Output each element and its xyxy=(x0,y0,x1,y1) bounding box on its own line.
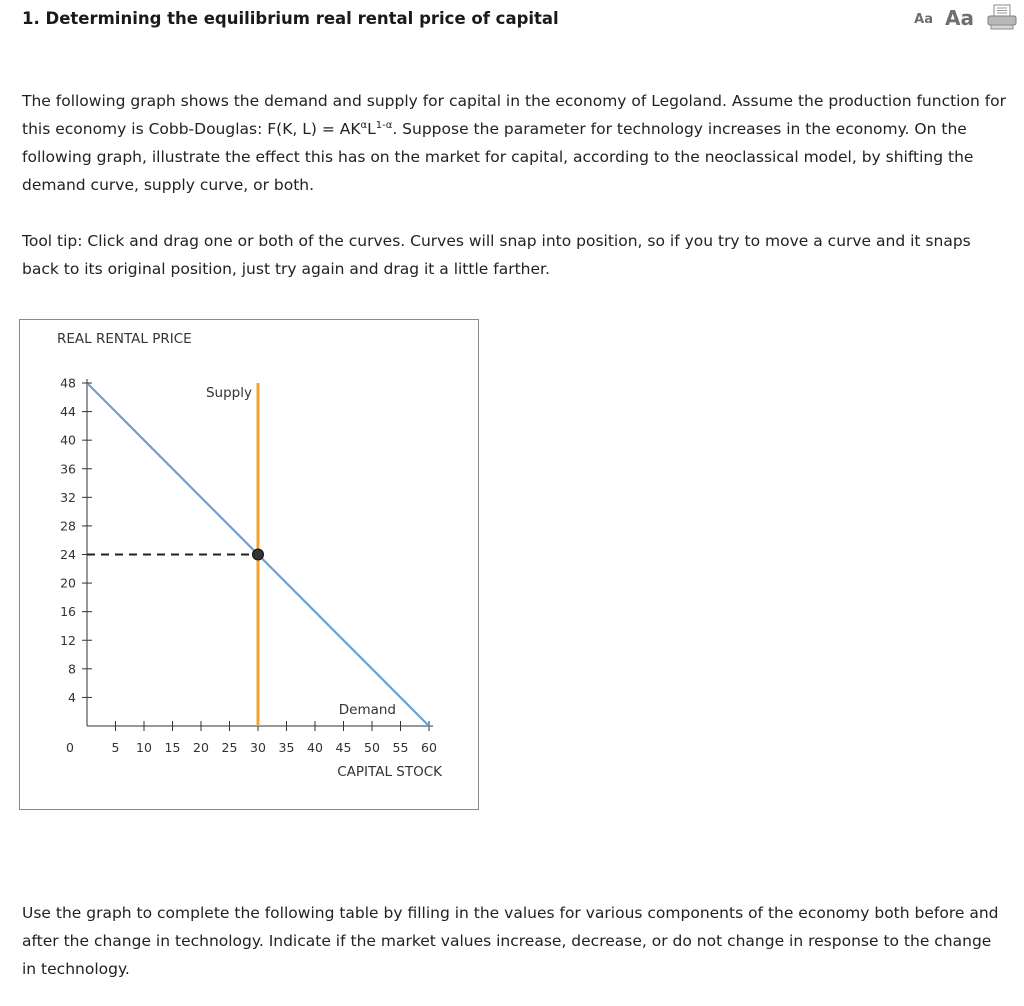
x-tick-label: 50 xyxy=(364,740,380,755)
question-title: 1. Determining the equilibrium real rental price of capital xyxy=(22,9,559,28)
x-axis-title: CAPITAL STOCK xyxy=(337,764,442,780)
tool-tip-paragraph: Tool tip: Click and drag one or both of the curves. Curves will snap into position, so if you try to move a curve and it snaps back to its original position, just try again and drag it a little farther. xyxy=(22,232,971,278)
y-axis-title: REAL RENTAL PRICE xyxy=(57,331,192,347)
y-tick-label: 48 xyxy=(60,375,76,391)
y-tick-label: 44 xyxy=(60,404,76,420)
x-tick-label: 35 xyxy=(278,740,295,755)
intro-text-part: The following graph shows the demand and supply for capital in the economy of Legoland. Assume the production function for this economy is Cobb-Douglas: F(K, L) = AK xyxy=(22,92,1007,138)
x-tick-label: 15 xyxy=(164,740,181,755)
chart-canvas xyxy=(20,320,478,809)
x-tick-label: 20 xyxy=(193,740,209,755)
instructions-paragraph: Use the graph to complete the following table by filling in the values for various components of the economy both before and after the change in technology. Indicate if the market values increase, decrease, or do not change in response to the change in technology. xyxy=(22,904,999,978)
x-tick-label: 45 xyxy=(335,740,352,755)
y-tick-label: 24 xyxy=(60,547,76,562)
supply-label: Supply xyxy=(205,385,252,401)
decrease-font-size-button[interactable]: Aa xyxy=(914,12,934,27)
intro-text-part: L xyxy=(367,120,376,138)
x-tick-label: 55 xyxy=(392,740,409,755)
toolbar xyxy=(914,4,1018,30)
origin-label: 0 xyxy=(66,740,74,755)
y-tick-label: 4 xyxy=(68,689,76,705)
x-tick-label: 30 xyxy=(250,740,266,755)
increase-font-size-button[interactable]: Aa xyxy=(945,6,974,30)
one-minus-alpha-exponent: 1-α xyxy=(375,119,393,131)
intro-paragraph xyxy=(22,87,1007,199)
y-tick-label: 8 xyxy=(68,661,76,677)
x-tick-label: 60 xyxy=(421,740,437,755)
y-tick-label: 28 xyxy=(60,518,76,534)
printer-icon[interactable] xyxy=(986,4,1018,30)
y-tick-label: 12 xyxy=(60,632,76,648)
y-tick-label: 16 xyxy=(60,604,76,620)
x-tick-label: 25 xyxy=(221,740,238,755)
y-tick-label: 36 xyxy=(60,461,76,477)
capital-market-graph xyxy=(19,319,479,810)
alpha-exponent: α xyxy=(360,119,368,131)
y-tick-label: 40 xyxy=(60,432,76,448)
intro-text-part: . Suppose the parameter for technology increases in the economy. On the following graph, illustrate the effect this has on the market for capital, according to the neoclassical model, by shifting the demand curve, supply curve, or both. xyxy=(22,120,974,194)
x-tick-label: 40 xyxy=(307,740,323,755)
demand-label: Demand xyxy=(338,702,396,718)
equilibrium-point[interactable] xyxy=(253,549,264,560)
y-tick-label: 32 xyxy=(60,489,76,505)
y-tick-label: 20 xyxy=(60,575,76,591)
x-tick-label: 10 xyxy=(136,740,152,755)
x-tick-label: 5 xyxy=(111,740,120,755)
